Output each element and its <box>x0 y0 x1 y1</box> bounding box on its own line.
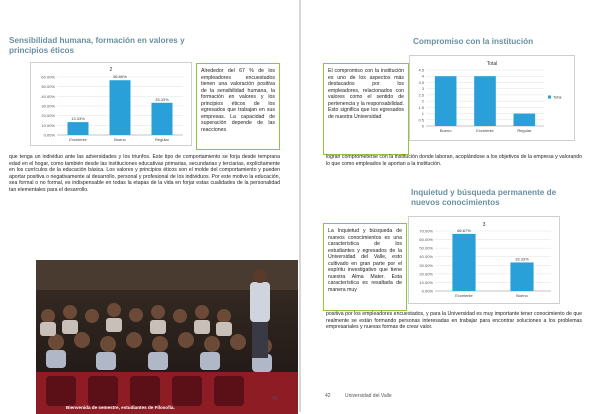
y-tick-label: 20.00% <box>41 113 55 119</box>
y-tick-label: 40.00% <box>419 254 433 260</box>
y-tick-label: 0.00% <box>43 132 55 138</box>
boxed-text-compromiso: El compromiso con la institución es uno de los aspectos más destacados por los empleadores, relacionados con valores como el sentido de pertenencia y la responsabilidad. Esto significa que los egresados de nuestra Universidad <box>328 68 404 120</box>
x-tick-label: Bueno <box>516 293 528 298</box>
y-tick-label: 60.00% <box>41 74 55 80</box>
boxed-text-frame-compromiso <box>323 63 409 155</box>
bar-excelente <box>68 122 89 135</box>
x-tick-label: Bueno <box>114 137 126 142</box>
y-tick-label: 3 <box>421 86 424 92</box>
x-tick-label: Excelente <box>455 293 473 298</box>
boxed-text-frame <box>196 63 280 150</box>
x-tick-label: Excelente <box>69 137 87 142</box>
body-text-sensibilidad: que tenga un individuo ante las adversidades y los triunfos. Este tipo de comportamiento se forja desde temprana edad en el hogar, como también desde las instituciones educativas primarias, secundarias y terciarias, explícitamente en los currículos de la educación básica. Los valores y principios éticos son el molde del comportamiento y pueden aportar positiva o negativamente al desarrollo, personal y profesional de los individuos. Por este motivo la educación, sea formal o no formal, es indispensable en todas la etapas de la vida en forjar estas cualidades de la personalidad tan elementales para el desarrollo. <box>9 154 280 193</box>
y-tick-label: 10.00% <box>419 279 433 285</box>
chart-inquietud-svg <box>409 217 559 303</box>
y-tick-label: 4.5 <box>418 67 424 73</box>
section-title-sensibilidad: Sensibilidad humana, formación en valores y principios éticos <box>9 36 185 55</box>
y-tick-label: 60.00% <box>419 237 433 243</box>
y-tick-label: 50.00% <box>41 84 55 90</box>
y-tick-label: 2 <box>421 98 424 104</box>
left-page <box>0 0 299 412</box>
section-title-inquietud: Inquietud y búsqueda permanente de nuevos conocimientos <box>411 188 557 207</box>
legend-label: Total <box>553 94 562 100</box>
y-tick-label: 70.00% <box>419 228 433 234</box>
photo-caption: Bienvenida de semestre, estudiantes de Filosofía. <box>66 405 175 410</box>
y-tick-label: 0 <box>421 123 424 129</box>
x-tick-label: Bueno <box>439 128 452 133</box>
bar-bueno <box>110 80 131 135</box>
y-tick-label: 0.00% <box>421 288 433 294</box>
chart-inquietud <box>408 216 560 304</box>
y-tick-label: 0.5 <box>418 117 424 123</box>
section-title-compromiso: Compromiso con la institución <box>413 37 534 46</box>
y-tick-label: 10.00% <box>41 122 55 128</box>
right-page <box>301 0 600 412</box>
bar-excelente <box>452 234 475 291</box>
bar-bueno <box>510 262 533 291</box>
y-tick-label: 40.00% <box>41 93 55 99</box>
y-tick-label: 20.00% <box>419 271 433 277</box>
footer-label: Universidad del Valle <box>345 393 392 399</box>
x-tick-label: Regular <box>154 137 170 142</box>
y-tick-label: 50.00% <box>419 245 433 251</box>
chart-compromiso <box>409 55 575 141</box>
chart-sensibilidad-svg <box>31 63 191 145</box>
y-tick-label: 1 <box>421 111 424 117</box>
data-label: 13.33% <box>71 116 85 122</box>
y-tick-label: 30.00% <box>419 262 433 268</box>
x-tick-label: Excelente <box>476 128 494 133</box>
bar-excelente <box>474 76 496 126</box>
bar-regular <box>152 103 173 135</box>
y-tick-label: 2.5 <box>418 92 424 98</box>
y-tick-label: 1.5 <box>418 104 424 110</box>
chart-title: Total <box>486 61 498 67</box>
y-tick-label: 30.00% <box>41 103 55 109</box>
chart-compromiso-svg <box>410 56 574 140</box>
photo-students <box>36 260 298 414</box>
bar-regular <box>514 114 536 126</box>
chart-sensibilidad <box>30 62 192 146</box>
data-label: 56.66% <box>113 74 127 80</box>
legend-swatch <box>548 96 551 99</box>
data-label: 33.33% <box>155 96 169 102</box>
body-text-inquietud: positiva por los empleadores encuestados, y para la Universidad es muy importante tener conocimiento de que realmente se están formando personas interesadas en trabajar para encontrar soluciones a los problemas empresariales y nuevas formas de crear valor. <box>326 311 582 330</box>
data-label: 33.33% <box>515 256 529 262</box>
y-tick-label: 4 <box>421 73 424 79</box>
data-label: 66.67% <box>457 227 471 233</box>
x-tick-label: Regular <box>517 128 532 133</box>
photo-students-illustration <box>36 260 298 414</box>
chart-title: 2 <box>109 67 113 73</box>
boxed-text-frame-inquietud <box>323 223 407 311</box>
chart-title: 3 <box>482 222 486 228</box>
boxed-text-sensibilidad: Alrededor del 67 % de los empleadores encuestados tienen una valoración positiva de la sensibilidad humana, la formación en valores y los principios éticos de los egresados que trabajan en sus empresas. La capacidad de superación depende de las reacciones <box>201 68 275 133</box>
page-number-right: 42 <box>325 393 331 399</box>
boxed-text-inquietud: La Inquietud y búsqueda de nuevos conocimientos es una característica de los estudiantes y egresados de la Universidad del Valle, esto cultivado en gran parte por el espíritu investigativo que tiene nuestra Alma Mater. Esta característica es resaltada de manera muy <box>328 228 402 293</box>
y-tick-label: 3.5 <box>418 79 424 85</box>
body-text-compromiso: logran comprometerse con la institución donde laboran, acoplándose a los objetivos de la empresa y valorando lo que como empleados le aportan a la institución. <box>326 154 582 167</box>
bar-bueno <box>435 76 457 126</box>
page-number-left: 41 <box>272 396 278 402</box>
